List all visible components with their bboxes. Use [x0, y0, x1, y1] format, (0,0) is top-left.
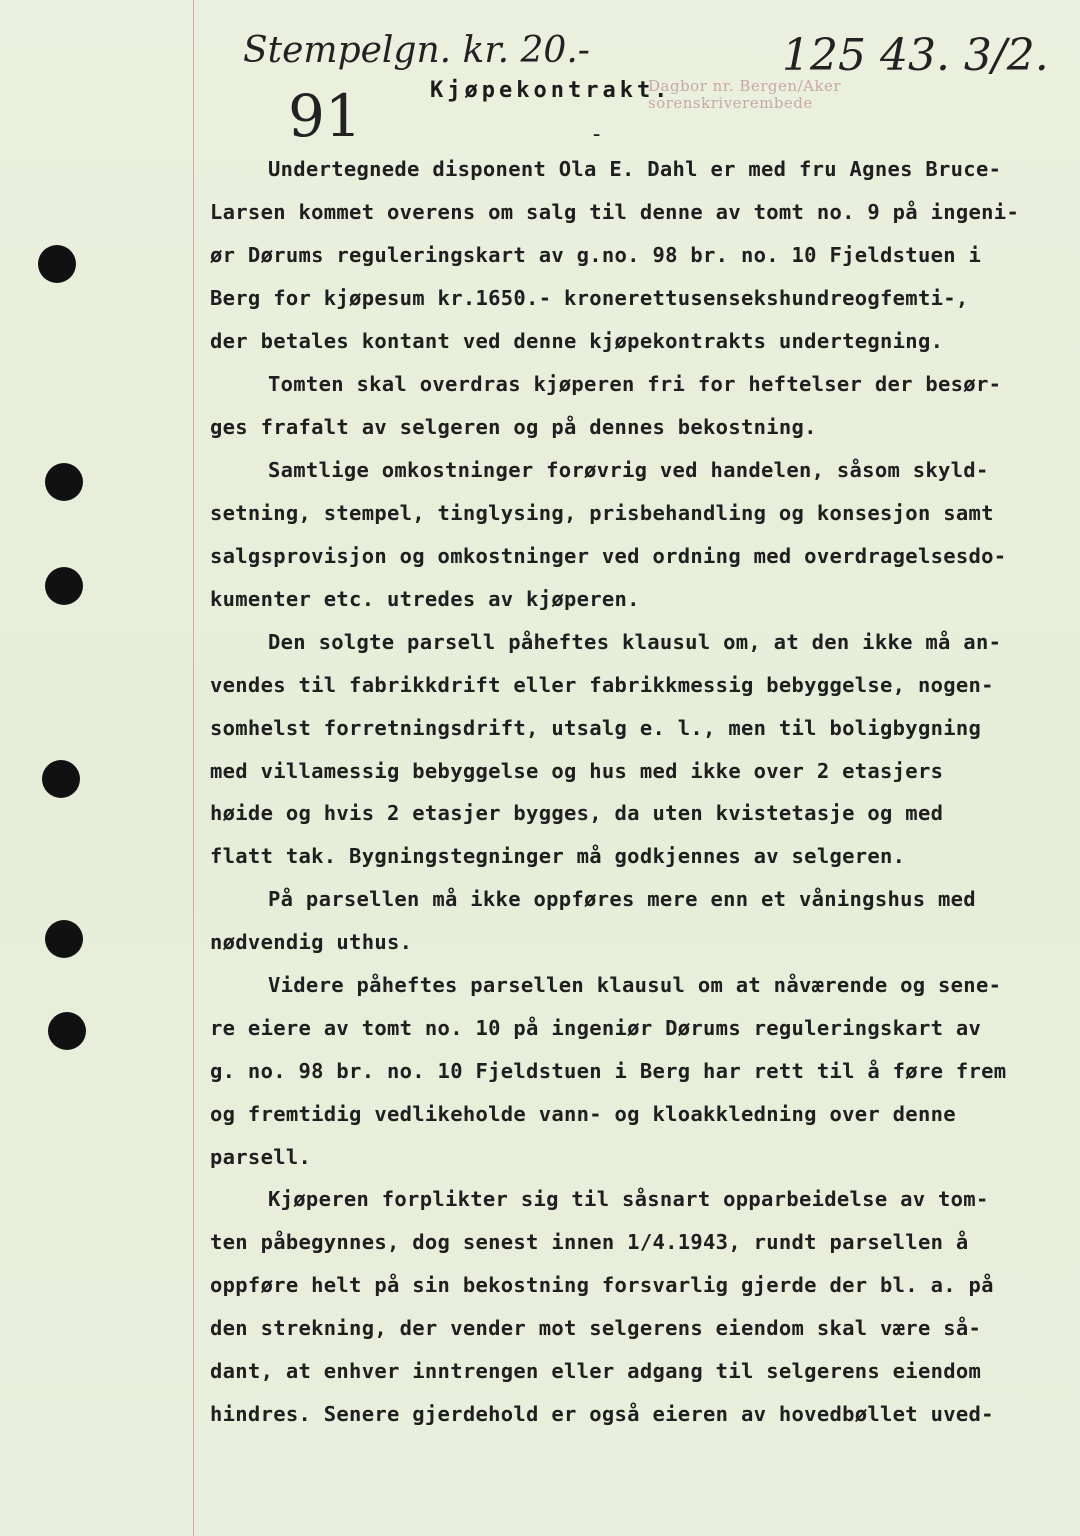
text-line: flatt tak. Bygningstegninger må godkjennes av selgeren. [210, 844, 906, 868]
text-line: Tomten skal overdras kjøperen fri for heftelser der besør- [268, 372, 1002, 396]
text-line: parsell. [210, 1145, 312, 1169]
text-line: ør Dørums reguleringskart av g.no. 98 br. no. 10 Fjeldstuen i [210, 243, 982, 267]
punch-hole-5 [45, 920, 83, 958]
text-line: Samtlige omkostninger forøvrig ved handelen, såsom skyld- [268, 458, 989, 482]
margin-mark: 91 [288, 82, 362, 150]
title-separator: - [590, 122, 604, 147]
text-line: høide og hvis 2 etasjer bygges, da uten kvistetasje og med [210, 801, 944, 825]
text-line: vendes til fabrikkdrift eller fabrikkmessig bebyggelse, nogen- [210, 673, 994, 697]
registry-number: 125 43. 3/2. [782, 30, 1049, 81]
text-line: Larsen kommet overens om salg til denne av tomt no. 9 på ingeni- [210, 200, 1020, 224]
punch-hole-4 [42, 760, 80, 798]
registry-stamp: Dagbor nr. Bergen/Aker sorenskriverembede [648, 77, 842, 112]
text-line: Videre påheftes parsellen klausul om at nåværende og sene- [268, 973, 1002, 997]
text-line: oppføre helt på sin bekostning forsvarlig gjerde der bl. a. på [210, 1273, 994, 1297]
document-title: Kjøpekontrakt. [430, 78, 672, 103]
text-line: kumenter etc. utredes av kjøperen. [210, 587, 640, 611]
text-line: g. no. 98 br. no. 10 Fjeldstuen i Berg har rett til å føre frem [210, 1059, 1007, 1083]
text-line: med villamessig bebyggelse og hus med ikke over 2 etasjers [210, 759, 944, 783]
margin-rule [193, 0, 194, 1536]
text-line: hindres. Senere gjerdehold er også eieren av hovedbøllet uved- [210, 1402, 994, 1426]
punch-hole-6 [48, 1012, 86, 1050]
text-line: den strekning, der vender mot selgerens eiendom skal være så- [210, 1316, 982, 1340]
text-line: re eiere av tomt no. 10 på ingeniør Dørums reguleringskart av [210, 1016, 982, 1040]
text-line: Undertegnede disponent Ola E. Dahl er med fru Agnes Bruce- [268, 157, 1002, 181]
text-line: nødvendig uthus. [210, 930, 413, 954]
text-line: der betales kontant ved denne kjøpekontrakts undertegning. [210, 329, 944, 353]
text-line: På parsellen må ikke oppføres mere enn et våningshus med [268, 887, 976, 911]
text-line: ten påbegynnes, dog senest innen 1/4.1943, rundt parsellen å [210, 1230, 969, 1254]
punch-hole-2 [45, 463, 83, 501]
punch-hole-1 [38, 245, 76, 283]
text-line: salgsprovisjon og omkostninger ved ordning med overdragelsesdo- [210, 544, 1007, 568]
handwritten-fee: Stempelgn. kr. 20.- [243, 30, 590, 71]
text-line: og fremtidig vedlikeholde vann- og kloakkledning over denne [210, 1102, 956, 1126]
text-line: Berg for kjøpesum kr.1650.- kronerettusensekshundreogfemti-, [210, 286, 969, 310]
text-line: Den solgte parsell påheftes klausul om, at den ikke må an- [268, 630, 1002, 654]
text-line: setning, stempel, tinglysing, prisbehandling og konsesjon samt [210, 501, 994, 525]
text-line: somhelst forretningsdrift, utsalg e. l., men til boligbygning [210, 716, 982, 740]
punch-hole-3 [45, 567, 83, 605]
text-line: Kjøperen forplikter sig til såsnart opparbeidelse av tom- [268, 1187, 989, 1211]
text-line: dant, at enhver inntrengen eller adgang til selgerens eiendom [210, 1359, 982, 1383]
text-line: ges frafalt av selgeren og på dennes bekostning. [210, 415, 817, 439]
